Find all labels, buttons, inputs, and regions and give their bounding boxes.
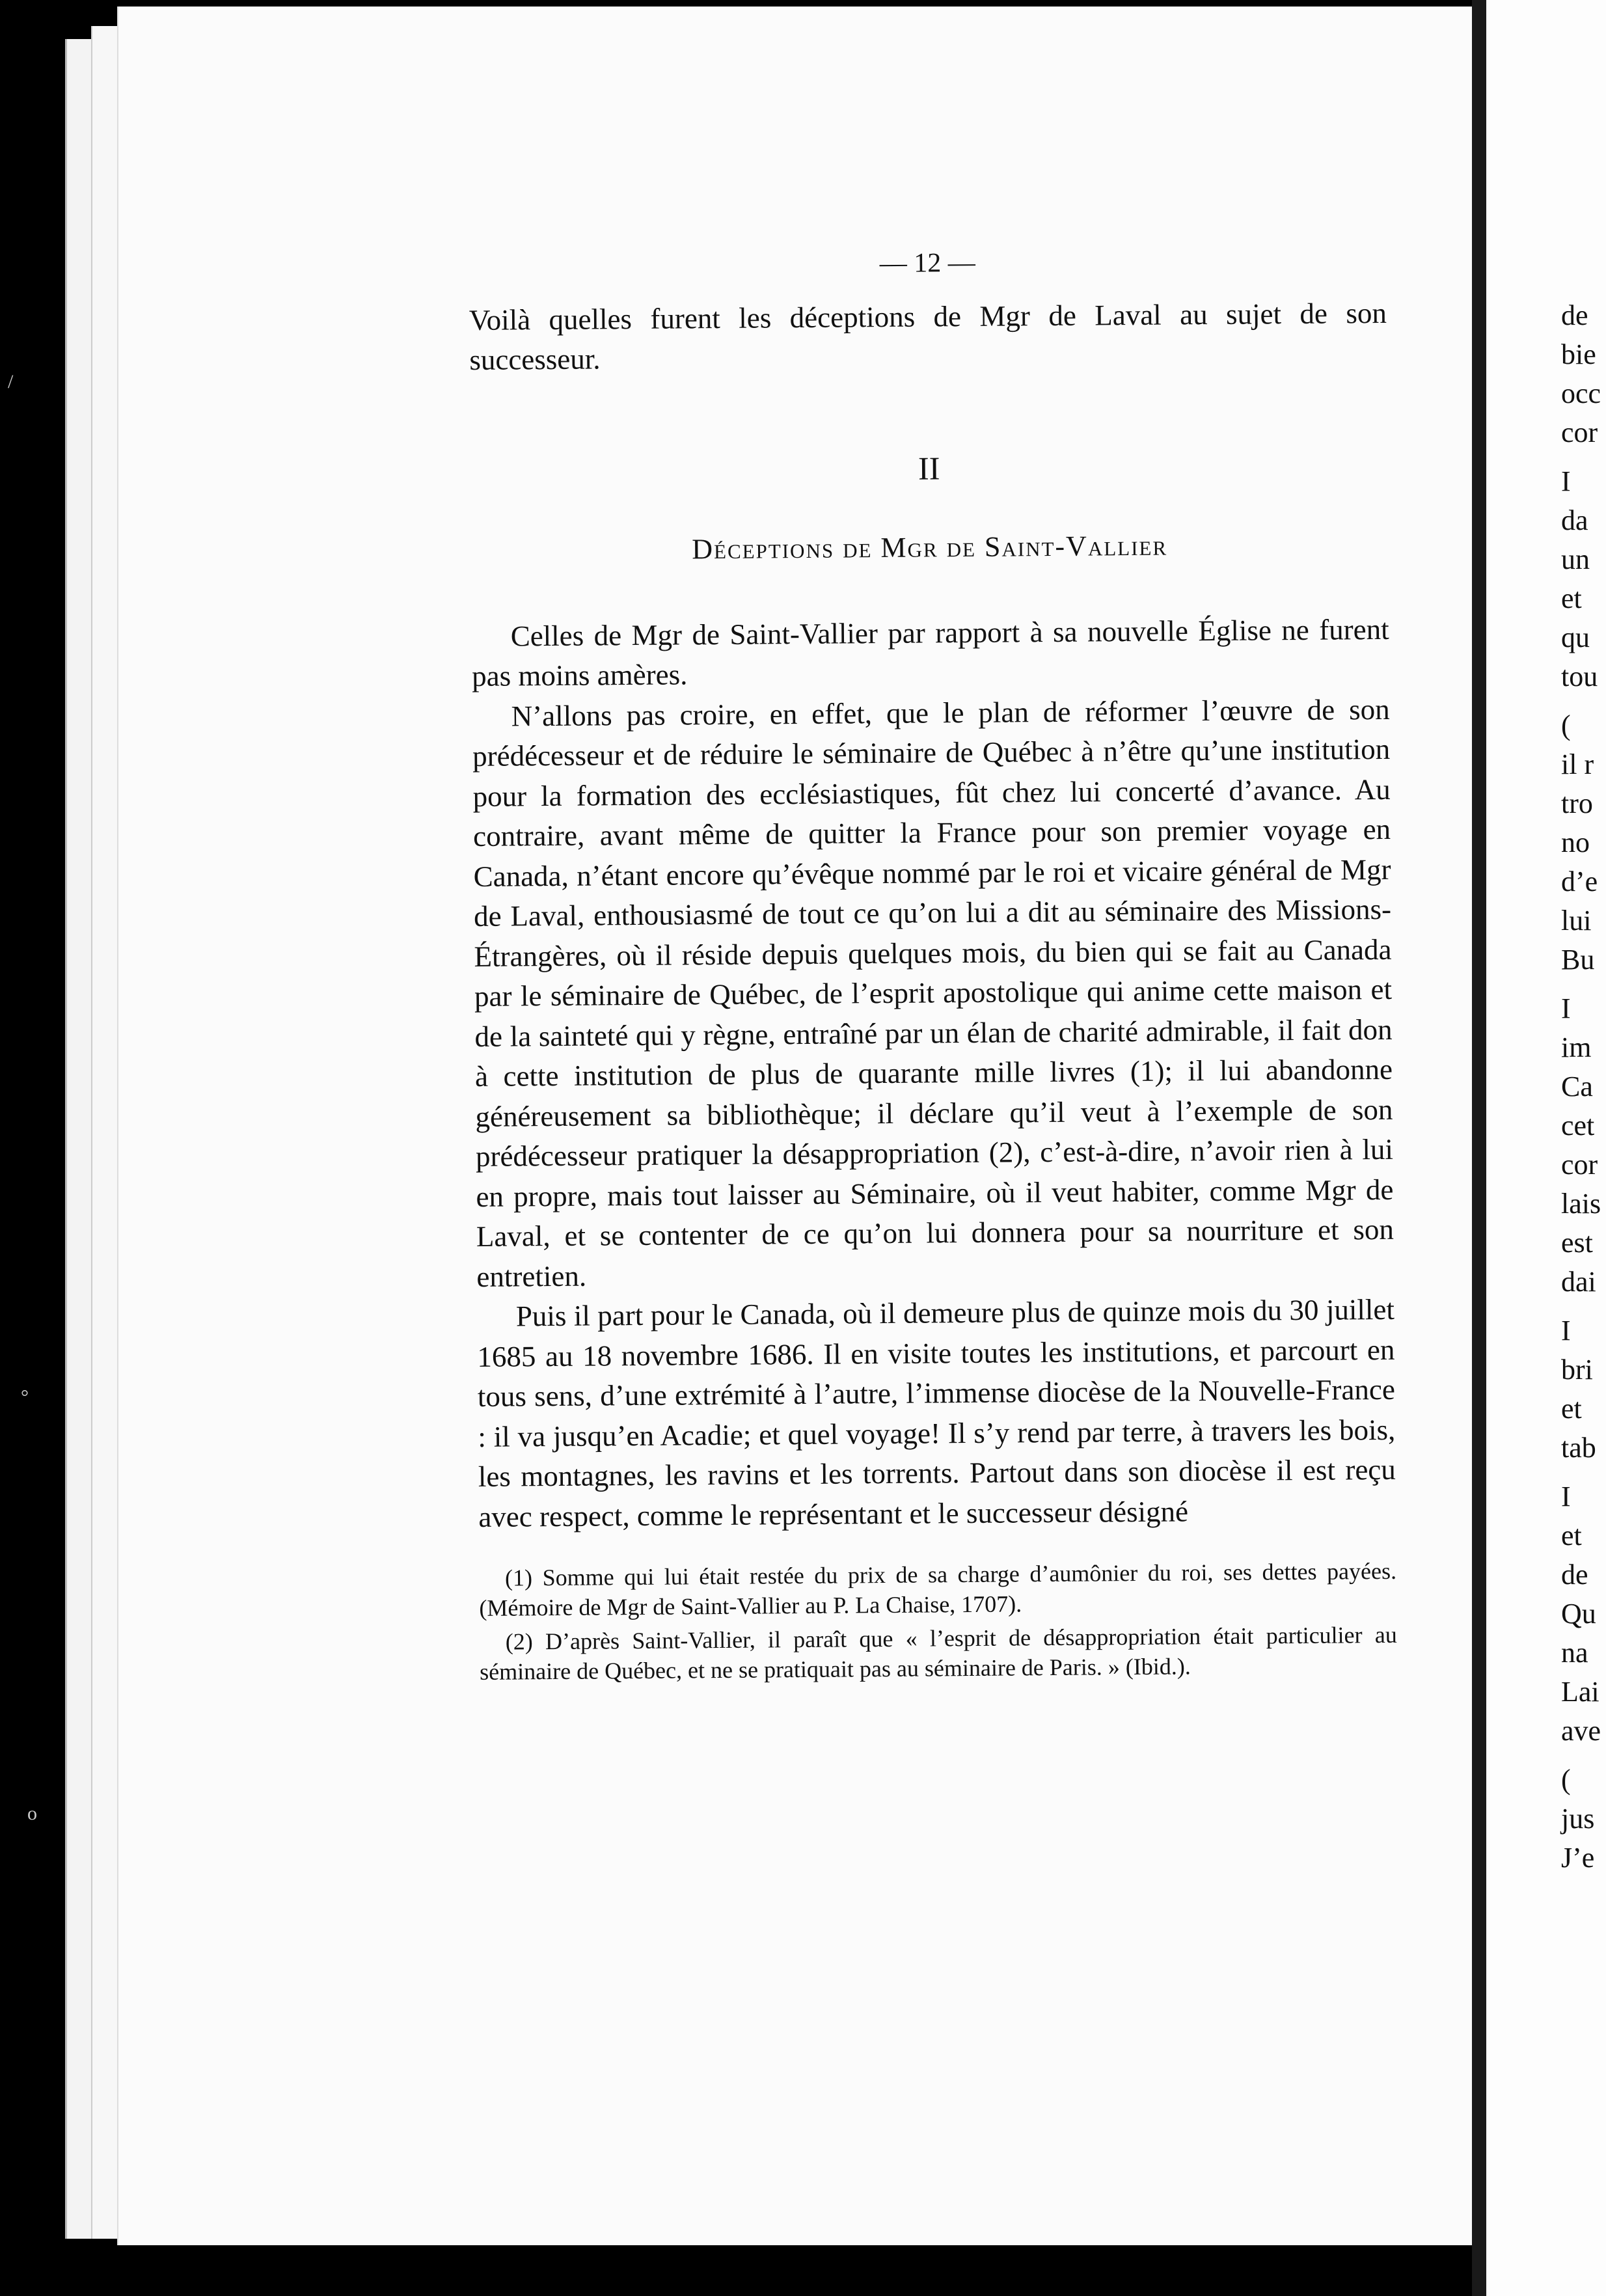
right-page-line-fragment: I [1561, 992, 1571, 1024]
right-page-line-fragment: cet [1561, 1110, 1595, 1141]
right-page-line-fragment: est [1561, 1227, 1593, 1259]
section-title: Déceptions de Mgr de Saint-Vallier [692, 529, 1168, 566]
scan-speck: / [8, 371, 14, 392]
body-paragraph: Celles de Mgr de Saint-Vallier par rapport à sa nouvelle Église ne furent pas moins amères. [471, 612, 1389, 692]
right-page-line-fragment: cor [1561, 1149, 1598, 1181]
right-page-line-fragment: na [1561, 1637, 1588, 1669]
right-page-line-fragment: et [1561, 1520, 1582, 1551]
footnote: (1) Somme qui lui était restée du prix de sa charge d’aumônier du roi, ses dettes payées. (Mémoire de Mgr de Saint-Vallier au P. La Chaise, 1707). [479, 1557, 1397, 1621]
right-page-line-fragment: Lai [1561, 1676, 1599, 1708]
right-page-line-fragment: qu [1561, 622, 1590, 653]
right-page-line-fragment: J’e [1561, 1842, 1595, 1874]
right-page-line-fragment: il r [1561, 748, 1594, 780]
right-page-line-fragment: jus [1561, 1803, 1595, 1835]
right-page-line-fragment: bri [1561, 1354, 1593, 1386]
right-page-line-fragment: da [1561, 504, 1588, 536]
right-page-line-fragment: occ [1561, 377, 1601, 409]
right-page-line-fragment: Ca [1561, 1071, 1593, 1102]
right-page-line-fragment: ave [1561, 1715, 1601, 1747]
right-page-line-fragment: Bu [1561, 944, 1595, 976]
right-page-line-fragment: bie [1561, 338, 1596, 370]
right-page [1486, 0, 1606, 2296]
right-page-line-fragment: im [1561, 1032, 1592, 1063]
intro-paragraph: Voilà quelles furent les déceptions de Mgr de Laval au sujet de son successeur. [469, 296, 1387, 376]
right-page-line-fragment: de [1561, 1559, 1588, 1591]
right-page-line-fragment: I [1561, 1315, 1571, 1346]
right-page-line-fragment: et [1561, 1393, 1582, 1425]
footnote: (2) D’après Saint-Vallier, il paraît que « l’esprit de désappropriation était particulier au séminaire de Québec, et ne se pratiquait pas au séminaire de Paris. » (Ibid.). [480, 1621, 1397, 1685]
right-page-line-fragment: ( [1561, 1764, 1571, 1796]
book-gutter [1472, 0, 1486, 2296]
right-page-line-fragment: un [1561, 543, 1590, 575]
footnotes [479, 1556, 1397, 1687]
right-page-line-fragment: et [1561, 582, 1582, 614]
right-page-line-fragment: cor [1561, 417, 1598, 448]
right-page-line-fragment: d’e [1561, 866, 1598, 897]
scan-speck: ° [21, 1386, 29, 1408]
right-page-line-fragment: Qu [1561, 1598, 1596, 1630]
page-number: — 12 — [879, 247, 975, 279]
right-page-line-fragment: ( [1561, 709, 1571, 741]
right-page-line-fragment: tou [1561, 661, 1598, 692]
body-paragraph: Puis il part pour le Canada, où il demeure plus de quinze mois du 30 juillet 1685 au 18 novembre 1686. Il en visite toutes les institutions, et parcourt en tous sens, d’une extrémité à l’autre, l’immense diocèse de la Nouvelle-France : il va jusqu’en Acadie; et quel voyage! Il s’y rend par terre, à travers les bois, les montagnes, les ravins et les torrents. Partout dans son diocèse il est reçu avec respect, comme le représentant et le successeur désigné [477, 1292, 1396, 1533]
page-text [469, 240, 1397, 1691]
right-page-line-fragment: lui [1561, 905, 1592, 936]
right-page-line-fragment: no [1561, 827, 1590, 858]
scan-speck: o [27, 1803, 37, 1824]
right-page-line-fragment: dai [1561, 1266, 1596, 1298]
right-page-line-fragment: I [1561, 465, 1571, 497]
right-page-line-fragment: I [1561, 1481, 1571, 1512]
right-page-line-fragment: de [1561, 299, 1588, 331]
right-page-line-fragment: lais [1561, 1188, 1601, 1220]
section-number: II [918, 449, 940, 487]
right-page-line-fragment: tab [1561, 1432, 1596, 1464]
right-page-line-fragment: tro [1561, 787, 1593, 819]
body-paragraph: N’allons pas croire, en effet, que le plan de réformer l’œuvre de son prédécesseur et de réduire le séminaire de Québec à n’être qu’une institution pour la formation des ecclésiastiques, fût chez lui concerté d’avance. Au contraire, avant même de quitter la France pour son premier voyage en Canada, n’étant encore qu’évêque nommé par le roi et vicaire général de Mgr de Laval, enthousiasmé de tout ce qu’on lui a dit au séminaire des Missions-Étrangères, où il réside depuis quelques mois, du bien qui se fait au Canada par le séminaire de Québec, de l’esprit apostolique qui anime cette maison et de la sainteté qui y règne, entraîné par un élan de charité admirable, il fait don à cette institution de plus de quarante mille livres (1); il lui abandonne généreusement sa bibliothèque; il déclare qu’il veut à l’exemple de son prédécesseur pratiquer la désappropriation (2), c’est-à-dire, n’avoir rien à lui en propre, mais tout laisser au Séminaire, où il veut habiter, comme Mgr de Laval, et se contenter de ce qu’on lui donnera pour sa nourriture et son entretien. [472, 692, 1395, 1293]
